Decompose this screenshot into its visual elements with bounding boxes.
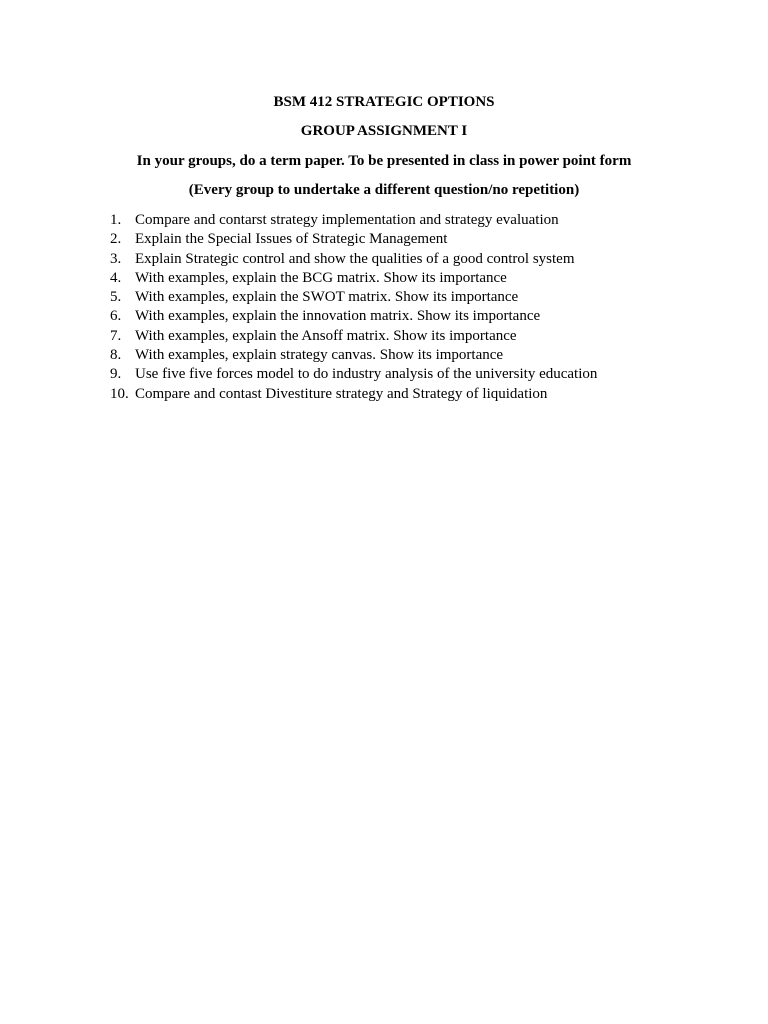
list-item xyxy=(110,211,597,230)
question-number: 10. xyxy=(110,385,129,402)
list-item xyxy=(110,269,597,288)
question-number: 2. xyxy=(110,231,122,248)
question-list xyxy=(110,211,597,404)
question-number: 3. xyxy=(110,250,122,267)
list-item xyxy=(110,250,597,269)
question-text: Explain the Special Issues of Strategic Management xyxy=(135,231,448,248)
question-text: Compare and contast Divestiture strategy and Strategy of liquidation xyxy=(135,385,548,402)
question-text: Compare and contarst strategy implementation and strategy evaluation xyxy=(135,212,559,228)
course-title: BSM 412 STRATEGIC OPTIONS xyxy=(273,94,495,110)
question-text: With examples, explain the innovation matrix. Show its importance xyxy=(135,308,541,325)
question-number: 8. xyxy=(110,347,122,364)
list-item xyxy=(110,327,597,346)
question-text: Use five five forces model to do industry analysis of the university education xyxy=(135,366,598,383)
question-text: Explain Strategic control and show the qualities of a good control system xyxy=(135,250,575,267)
list-item xyxy=(110,307,597,326)
question-number: 9. xyxy=(110,366,122,383)
assignment-title: GROUP ASSIGNMENT I xyxy=(300,123,468,139)
question-text: With examples, explain the SWOT matrix. Show its importance xyxy=(135,289,519,306)
question-number: 5. xyxy=(110,289,122,306)
repetition-note: (Every group to undertake a different question/no repetition) xyxy=(188,182,580,198)
list-item xyxy=(110,385,597,404)
instruction-text: In your groups, do a term paper. To be presented in class in power point form xyxy=(136,153,632,169)
question-number: 7. xyxy=(110,327,122,344)
list-item xyxy=(110,230,597,249)
list-item xyxy=(110,365,597,384)
question-number: 1. xyxy=(110,212,122,228)
question-number: 6. xyxy=(110,308,122,325)
question-text: With examples, explain the BCG matrix. Show its importance xyxy=(135,269,507,286)
list-item xyxy=(110,346,597,365)
question-text: With examples, explain the Ansoff matrix. Show its importance xyxy=(135,327,517,344)
question-number: 4. xyxy=(110,269,122,286)
question-text: With examples, explain strategy canvas. Show its importance xyxy=(135,347,504,364)
list-item xyxy=(110,288,597,307)
